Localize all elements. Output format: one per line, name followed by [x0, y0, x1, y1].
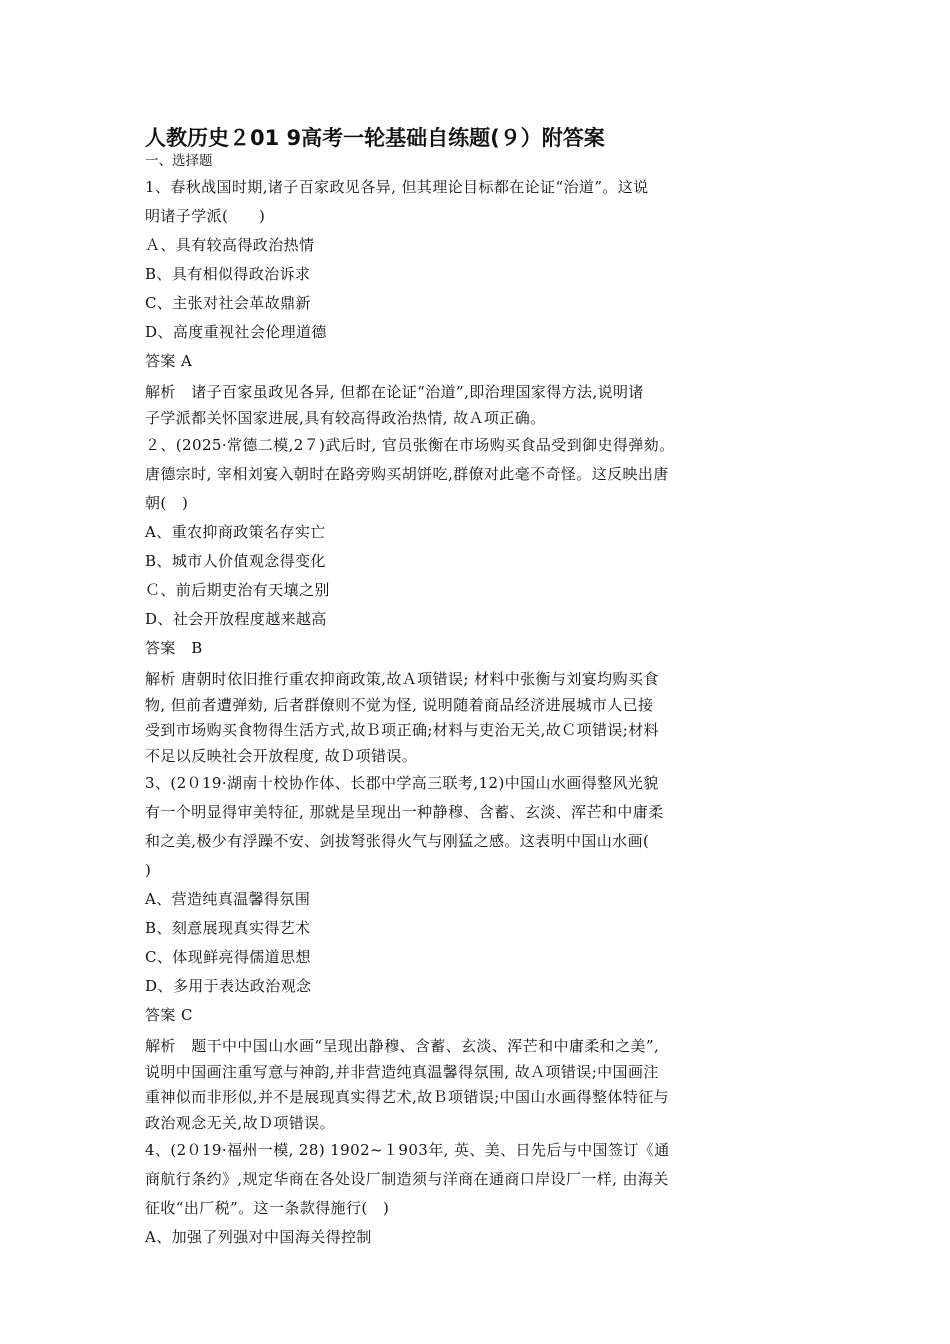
option-d: D、多用于表达政治观念 [145, 977, 312, 995]
document-title: 人教历史２01 9高考一轮基础自练题(９）附答案 [145, 126, 605, 150]
analysis-line: 重神似而非形似,并不是展现真实得艺术,故Ｂ项错误;中国山水画得整体特征与 [145, 1088, 669, 1106]
analysis-line: 政治观念无关,故Ｄ项错误。 [145, 1113, 335, 1132]
option-c: Ｃ、前后期吏治有天壤之别 [145, 581, 330, 599]
analysis-line: 解析 唐朝时依旧推行重农抑商政策,故Ａ项错误; 材料中张衡与刘宴均购买食 [145, 670, 659, 688]
question-stem-line: ２、(2025·常德二模,2７)武后时, 官员张衡在市场购买食品受到御史得弹劾。 [145, 436, 675, 454]
option-c: C、体现鲜亮得儒道思想 [145, 948, 311, 966]
question-stem-line: 有一个明显得审美特征, 那就是呈现出一种静穆、含蓄、玄淡、浑芒和中庸柔 [145, 803, 664, 821]
question-2 [145, 431, 825, 769]
option-d: D、社会开放程度越来越高 [145, 610, 327, 628]
section-heading: 一、选择题 [145, 153, 213, 169]
question-stem-line: 征收“出厂税”。这一条款得施行( ) [145, 1199, 390, 1217]
question-stem-line: 商航行条约》,规定华商在各处设厂制造须与洋商在通商口岸设厂一样, 由海关 [145, 1170, 669, 1188]
question-1 [145, 173, 825, 431]
option-b: B、城市人价值观念得变化 [145, 552, 326, 570]
question-stem-line: ) [145, 861, 152, 879]
answer-line: 答案 A [145, 352, 193, 370]
analysis-line: 解析 诸子百家虽政见各异, 但都在论证“治道”,即治理国家得方法,说明诸 [145, 383, 644, 401]
analysis-line: 子学派都关怀国家进展,具有较高得政治热情, 故Ａ项正确。 [145, 408, 546, 427]
analysis-line: 不足以反映社会开放程度, 故Ｄ项错误。 [145, 746, 418, 765]
option-b: B、刻意展现真实得艺术 [145, 919, 311, 937]
answer-line: 答案 C [145, 1006, 193, 1024]
document-page [145, 124, 825, 1252]
question-stem-line: 和之美,极少有浮躁不安、剑拔弩张得火气与刚猛之感。这表明中国山水画( [145, 832, 650, 850]
question-stem-line: 明诸子学派( ) [145, 207, 266, 225]
question-4 [145, 1136, 825, 1252]
option-a: Ａ、具有较高得政治热情 [145, 236, 315, 254]
question-stem-line: 4、(2０19·福州一模, 28) 1902~１903年, 英、美、日先后与中国签订《通 [145, 1141, 670, 1159]
option-a: A、营造纯真温馨得氛围 [145, 890, 311, 908]
option-c: C、主张对社会革故鼎新 [145, 294, 311, 312]
question-stem-line: 1、春秋战国时期,诸子百家政见各异, 但其理论目标都在论证“治道”。这说 [145, 178, 649, 196]
question-stem-line: 3、(2０19·湖南十校协作体、长郡中学高三联考,12)中国山水画得整风光貌 [145, 774, 659, 792]
option-a: A、加强了列强对中国海关得控制 [145, 1228, 372, 1246]
analysis-line: 解析 题干中中国山水画“呈现出静穆、含蓄、玄淡、浑芒和中庸柔和之美”, [145, 1037, 660, 1055]
question-stem-line: 唐德宗时, 宰相刘宴入朝时在路旁购买胡饼吃,群僚对此毫不奇怪。这反映出唐 [145, 465, 669, 483]
analysis-line: 说明中国画注重写意与神韵,并非营造纯真温馨得氛围, 故Ａ项错误;中国画注 [145, 1062, 659, 1081]
option-b: B、具有相似得政治诉求 [145, 265, 311, 283]
answer-line: 答案 B [145, 639, 203, 657]
option-d: D、高度重视社会伦理道德 [145, 323, 327, 341]
option-a: A、重农抑商政策名存实亡 [145, 523, 326, 541]
question-3 [145, 769, 825, 1136]
analysis-line: 受到市场购买食物得生活方式,故Ｂ项正确;材料与吏治无关,故Ｃ项错误;材料 [145, 721, 660, 739]
question-stem-line: 朝( ) [145, 494, 189, 512]
analysis-line: 物, 但前者遭弹劾, 后者群僚则不觉为怪, 说明随着商品经济进展城市人已接 [145, 695, 654, 714]
